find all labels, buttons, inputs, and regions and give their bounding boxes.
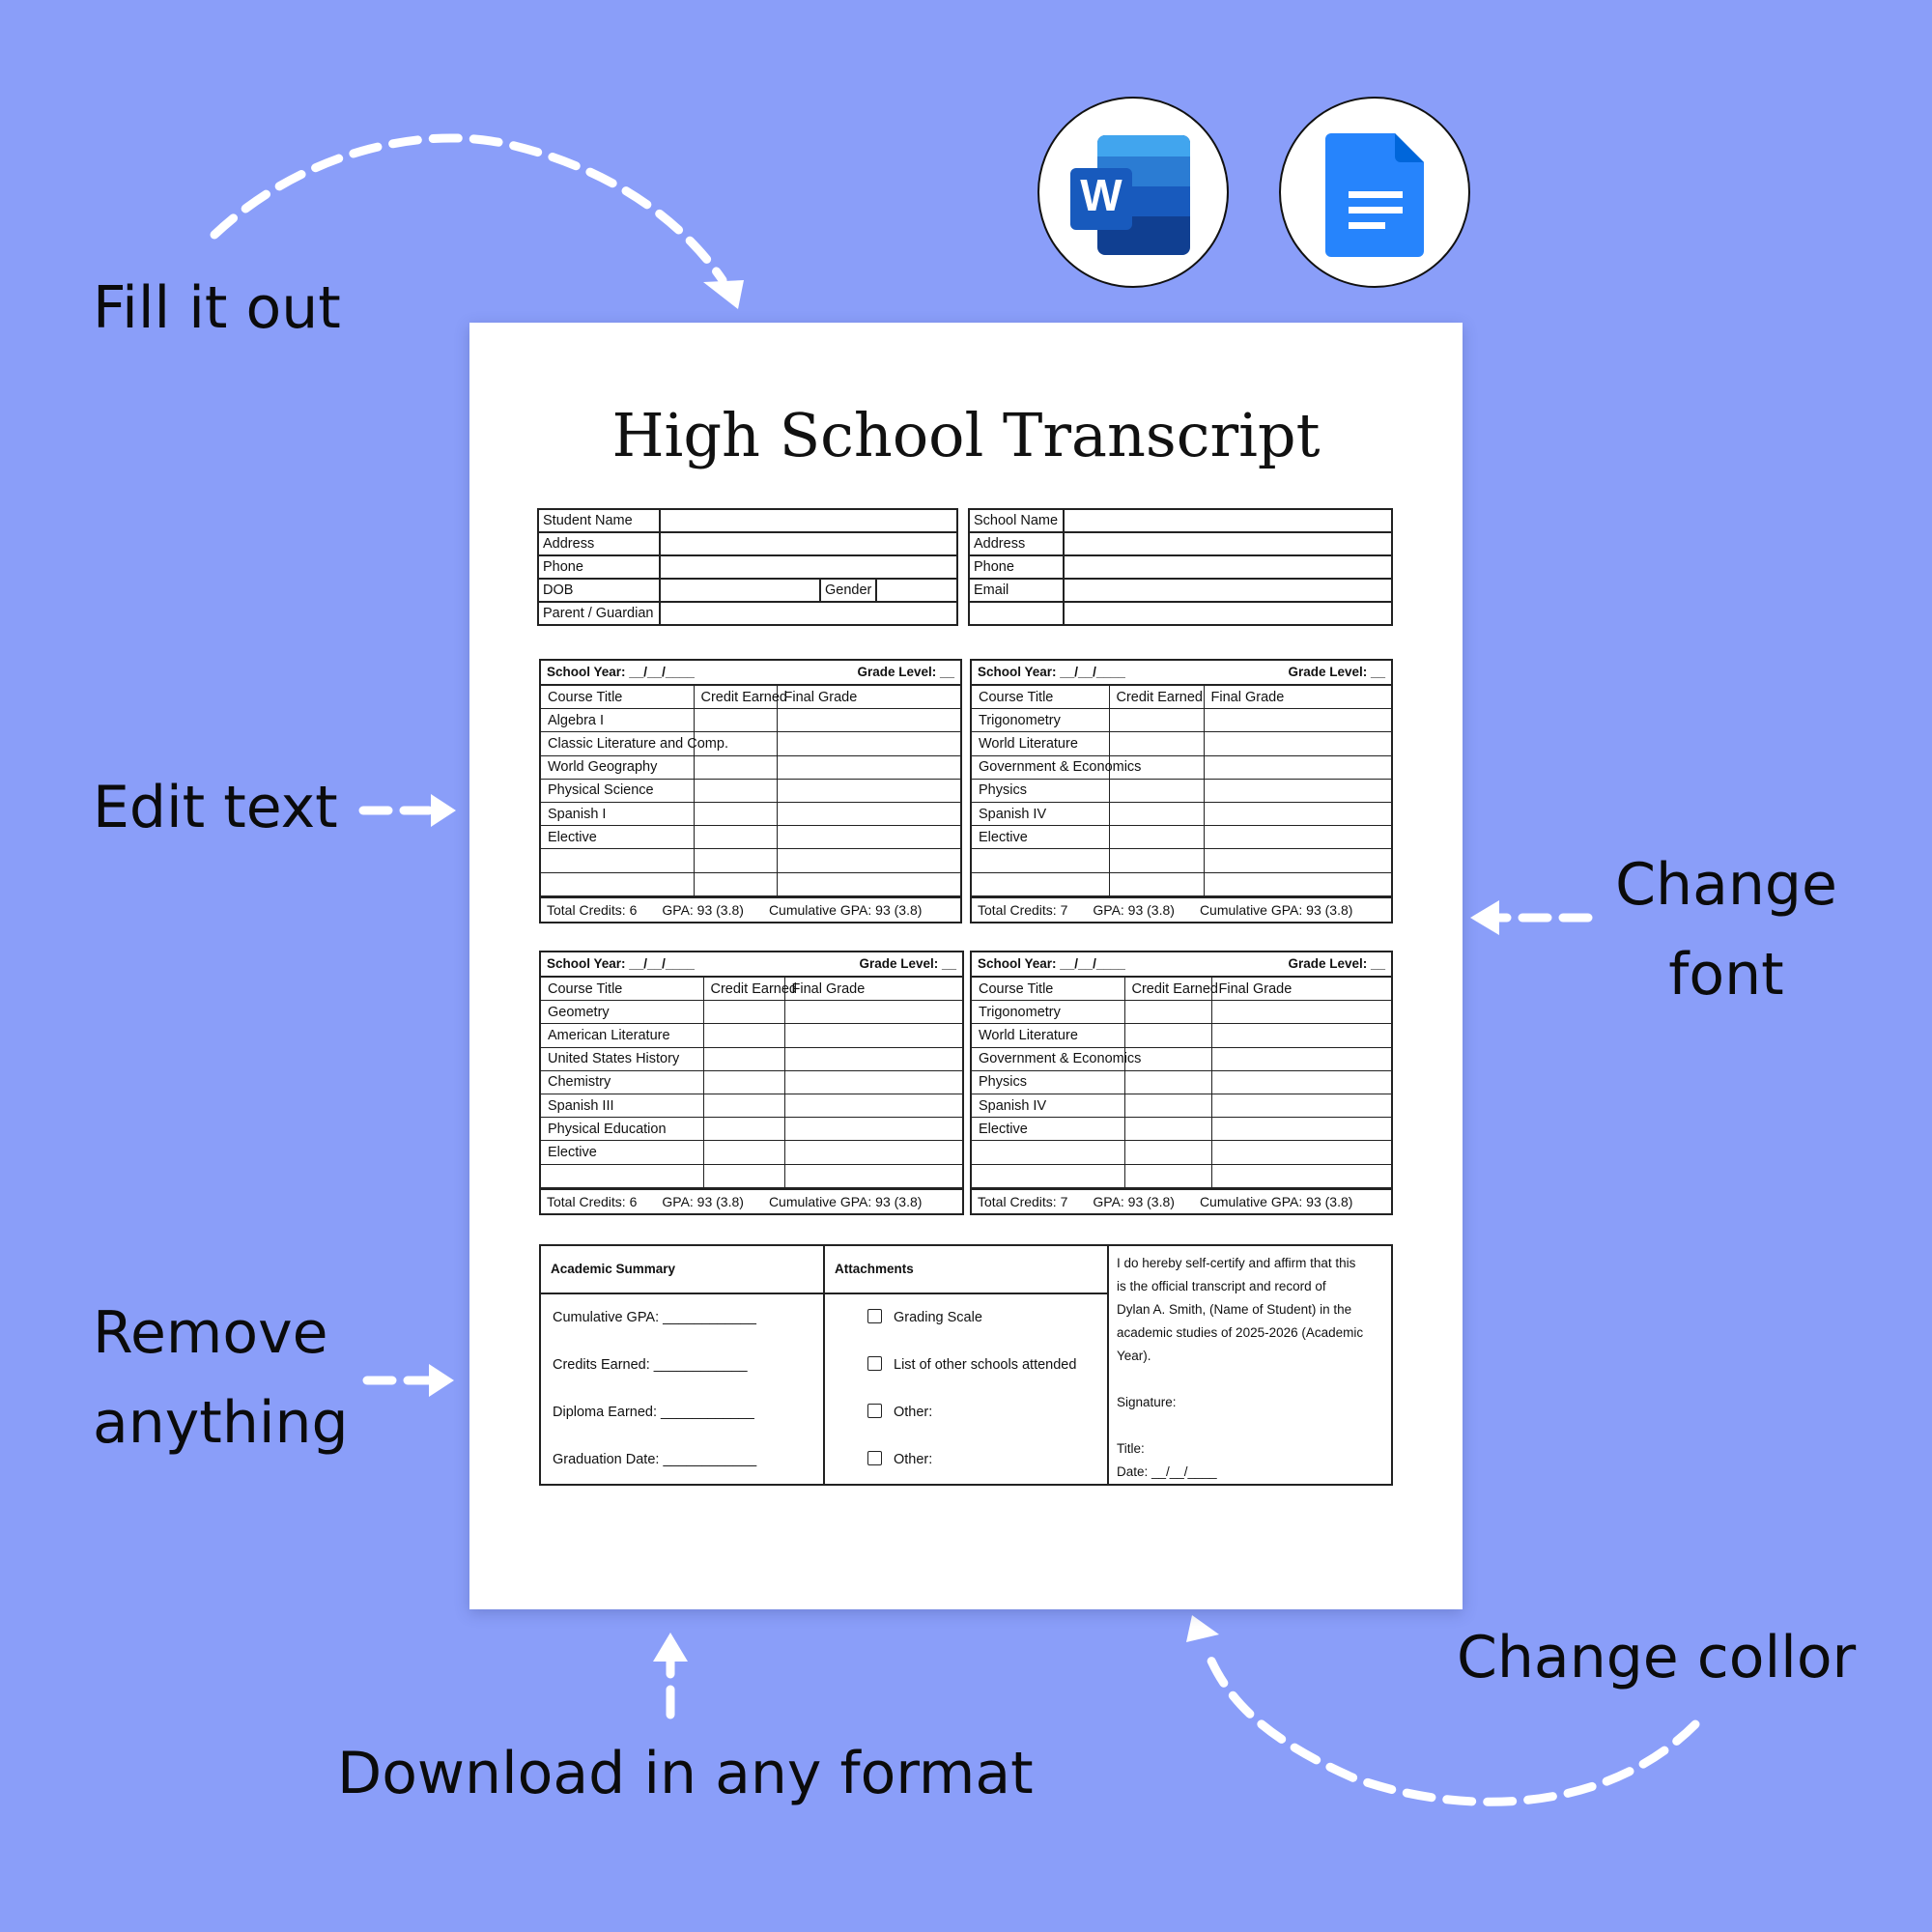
credit-earned-cell[interactable] — [1124, 1164, 1211, 1187]
document-title: High School Transcript — [611, 400, 1321, 470]
table-row — [972, 826, 1391, 849]
course-title-cell[interactable]: United States History — [541, 1047, 703, 1070]
arrow-fill — [214, 138, 723, 280]
final-grade-cell[interactable] — [784, 1164, 962, 1187]
cumulative-gpa: Cumulative GPA: 93 (3.8) — [768, 901, 923, 918]
checkbox[interactable] — [867, 1309, 882, 1323]
final-grade-cell[interactable] — [784, 1047, 962, 1070]
course-title-cell[interactable] — [541, 872, 694, 895]
column-header-row — [972, 686, 1391, 709]
table-row — [972, 1118, 1391, 1141]
credit-earned-cell[interactable] — [1124, 1070, 1211, 1094]
table-row — [541, 709, 960, 732]
final-grade-cell[interactable] — [1211, 1118, 1391, 1141]
final-grade-cell[interactable] — [1204, 779, 1391, 802]
school-extra-label — [969, 602, 1064, 625]
table-row — [972, 732, 1391, 755]
grade-level-label[interactable]: Grade Level: __ — [1288, 956, 1385, 971]
course-title-cell[interactable]: Elective — [541, 826, 694, 849]
credit-earned-cell[interactable] — [1124, 1024, 1211, 1047]
course-title-cell[interactable]: Elective — [541, 1141, 703, 1164]
final-grade-cell[interactable] — [1204, 755, 1391, 779]
year-footer — [972, 1188, 1391, 1213]
table-row — [972, 849, 1391, 872]
summary-section — [539, 1244, 1393, 1486]
course-title-cell[interactable]: Government & Economics — [972, 755, 1109, 779]
school-address-label: Address — [969, 532, 1064, 555]
final-grade-cell[interactable] — [777, 732, 960, 755]
student-info-table — [537, 508, 958, 626]
attachment-label: Grading Scale — [894, 1310, 982, 1325]
school-year-label[interactable]: School Year: __/__/____ — [978, 665, 1125, 679]
final-grade-cell[interactable] — [1211, 1164, 1391, 1187]
course-title-cell[interactable]: Trigonometry — [972, 1001, 1124, 1024]
table-row — [541, 779, 960, 802]
cumulative-gpa: Cumulative GPA: 93 (3.8) — [1199, 1193, 1353, 1209]
total-credits: Total Credits: 6 — [547, 1193, 638, 1209]
grade-level-label[interactable]: Grade Level: __ — [859, 956, 956, 971]
table-row — [541, 755, 960, 779]
table-row — [972, 872, 1391, 895]
credit-earned-cell[interactable] — [1124, 1001, 1211, 1024]
final-grade-cell[interactable] — [1204, 802, 1391, 825]
final-grade-header: Final Grade — [784, 978, 962, 1001]
table-row — [541, 849, 960, 872]
column-header-row — [972, 978, 1391, 1001]
callout-change-font — [1615, 840, 1837, 1020]
credit-earned-header: Credit Earned — [1124, 978, 1211, 1001]
credit-earned-cell[interactable] — [703, 1094, 784, 1117]
course-title-cell[interactable]: Physical Education — [541, 1118, 703, 1141]
certification-line: Dylan A. Smith, (Name of Student) in the — [1117, 1302, 1352, 1317]
table-row — [541, 1094, 962, 1117]
student-name-label: Student Name — [538, 509, 660, 532]
guardian-label: Parent / Guardian — [538, 602, 660, 625]
course-table — [972, 686, 1391, 896]
table-row — [541, 826, 960, 849]
word-letter: W — [1080, 170, 1122, 220]
course-title-cell[interactable]: Government & Economics — [972, 1047, 1124, 1070]
credit-earned-cell[interactable] — [703, 1164, 784, 1187]
student-phone-field[interactable] — [660, 555, 957, 579]
school-year-block-2 — [970, 659, 1393, 923]
course-title-cell[interactable]: Physics — [972, 779, 1109, 802]
final-grade-cell[interactable] — [777, 849, 960, 872]
gpa: GPA: 93 (3.8) — [1093, 901, 1175, 918]
year-footer — [972, 896, 1391, 922]
gender-label: Gender — [820, 579, 876, 602]
final-grade-header: Final Grade — [1211, 978, 1391, 1001]
table-row — [972, 1094, 1391, 1117]
course-title-cell[interactable]: Spanish III — [541, 1094, 703, 1117]
total-credits: Total Credits: 6 — [547, 901, 638, 918]
course-title-cell[interactable]: Spanish IV — [972, 1094, 1124, 1117]
table-row — [972, 779, 1391, 802]
gpa: GPA: 93 (3.8) — [662, 901, 744, 918]
school-year-label[interactable]: School Year: __/__/____ — [978, 956, 1125, 971]
credit-earned-cell[interactable] — [694, 709, 777, 732]
arrowhead-font — [1470, 900, 1499, 935]
callout-change-font-line2: font — [1668, 941, 1784, 1009]
school-info-table — [968, 508, 1393, 626]
final-grade-cell[interactable] — [777, 872, 960, 895]
final-grade-cell[interactable] — [1204, 849, 1391, 872]
credit-earned-header: Credit Earned — [1109, 686, 1204, 709]
callout-edit-text: Edit text — [93, 774, 338, 841]
final-grade-cell[interactable] — [1204, 826, 1391, 849]
credit-earned-header: Credit Earned — [694, 686, 777, 709]
credit-earned-cell[interactable] — [703, 1141, 784, 1164]
final-grade-cell[interactable] — [1211, 1001, 1391, 1024]
final-grade-cell[interactable] — [784, 1070, 962, 1094]
credit-earned-cell[interactable] — [1109, 826, 1204, 849]
course-title-cell[interactable] — [972, 872, 1109, 895]
cumulative-gpa-field[interactable]: Cumulative GPA: ____________ — [553, 1310, 756, 1325]
grade-level-label[interactable]: Grade Level: __ — [1288, 665, 1385, 679]
course-title-cell[interactable]: Trigonometry — [972, 709, 1109, 732]
table-row — [972, 709, 1391, 732]
final-grade-cell[interactable] — [1211, 1141, 1391, 1164]
course-title-cell[interactable] — [972, 1141, 1124, 1164]
credit-earned-cell[interactable] — [1109, 779, 1204, 802]
cumulative-gpa: Cumulative GPA: 93 (3.8) — [1199, 901, 1353, 918]
table-row — [541, 1118, 962, 1141]
school-year-label[interactable]: School Year: __/__/____ — [547, 665, 695, 679]
course-table — [541, 978, 962, 1188]
total-credits: Total Credits: 7 — [978, 901, 1068, 918]
guardian-field[interactable] — [660, 602, 957, 625]
credit-earned-cell[interactable] — [694, 779, 777, 802]
table-row — [972, 1001, 1391, 1024]
school-phone-field[interactable] — [1064, 555, 1392, 579]
credit-earned-cell[interactable] — [1109, 802, 1204, 825]
table-row — [541, 1001, 962, 1024]
credit-earned-cell[interactable] — [694, 872, 777, 895]
google-docs-icon[interactable] — [1279, 97, 1470, 288]
attachments-title: Attachments — [825, 1246, 1107, 1294]
student-address-field[interactable] — [660, 532, 957, 555]
school-year-label[interactable]: School Year: __/__/____ — [547, 956, 695, 971]
attachment-other-1[interactable] — [825, 1389, 1107, 1436]
table-row — [541, 802, 960, 825]
school-name-label: School Name — [969, 509, 1064, 532]
year-header — [541, 661, 960, 686]
credit-earned-cell[interactable] — [1109, 872, 1204, 895]
checkbox[interactable] — [867, 1451, 882, 1465]
grade-level-label[interactable]: Grade Level: __ — [857, 665, 954, 679]
credit-earned-cell[interactable] — [703, 1047, 784, 1070]
final-grade-cell[interactable] — [777, 755, 960, 779]
year-header — [541, 952, 962, 978]
course-title-cell[interactable] — [972, 1164, 1124, 1187]
callout-remove-anything — [93, 1289, 349, 1468]
table-row — [541, 1164, 962, 1187]
year-header — [972, 952, 1391, 978]
year-footer — [541, 896, 960, 922]
transcript-page[interactable] — [469, 323, 1463, 1609]
table-row — [972, 1164, 1391, 1187]
course-title-cell[interactable]: Spanish I — [541, 802, 694, 825]
course-title-cell[interactable]: Physical Science — [541, 779, 694, 802]
credit-earned-cell[interactable] — [703, 1001, 784, 1024]
attachment-other-2[interactable] — [825, 1436, 1107, 1484]
credit-earned-cell[interactable] — [694, 849, 777, 872]
final-grade-cell[interactable] — [784, 1141, 962, 1164]
credit-earned-cell[interactable] — [703, 1118, 784, 1141]
credit-earned-cell[interactable] — [703, 1070, 784, 1094]
table-row — [972, 1141, 1391, 1164]
final-grade-cell[interactable] — [1204, 732, 1391, 755]
credit-earned-cell[interactable] — [694, 802, 777, 825]
course-title-header: Course Title — [972, 686, 1109, 709]
attachment-grading-scale[interactable] — [825, 1294, 1107, 1342]
table-row — [972, 1047, 1391, 1070]
arrowhead-edit — [431, 794, 456, 827]
signature-field[interactable]: Signature: — [1117, 1395, 1177, 1409]
credit-earned-header: Credit Earned — [703, 978, 784, 1001]
callout-fill-it-out: Fill it out — [93, 274, 341, 342]
callout-remove-line2: anything — [93, 1389, 349, 1457]
course-title-cell[interactable]: Spanish IV — [972, 802, 1109, 825]
course-title-cell[interactable]: Elective — [972, 1118, 1124, 1141]
final-grade-cell[interactable] — [777, 709, 960, 732]
callout-change-color: Change collor — [1457, 1624, 1857, 1691]
credit-earned-cell[interactable] — [1109, 849, 1204, 872]
callout-remove-line1: Remove — [93, 1299, 328, 1367]
school-year-block-1 — [539, 659, 962, 923]
arrowhead-remove — [429, 1364, 454, 1397]
school-extra-field[interactable] — [1064, 602, 1392, 625]
table-row — [541, 1024, 962, 1047]
certification-line: Year). — [1117, 1349, 1151, 1363]
school-phone-label: Phone — [969, 555, 1064, 579]
table-row — [541, 1047, 962, 1070]
student-address-label: Address — [538, 532, 660, 555]
final-grade-cell[interactable] — [777, 826, 960, 849]
academic-summary-title: Academic Summary — [541, 1246, 823, 1294]
arrowhead-download — [653, 1633, 688, 1662]
checkbox[interactable] — [867, 1356, 882, 1371]
table-row — [972, 1070, 1391, 1094]
credit-earned-cell[interactable] — [1124, 1094, 1211, 1117]
school-year-block-3 — [539, 951, 964, 1215]
course-title-cell[interactable]: Chemistry — [541, 1070, 703, 1094]
credit-earned-cell[interactable] — [1109, 732, 1204, 755]
final-grade-cell[interactable] — [1211, 1024, 1391, 1047]
course-title-cell[interactable] — [541, 849, 694, 872]
year-header — [972, 661, 1391, 686]
course-title-cell[interactable]: American Literature — [541, 1024, 703, 1047]
attachments — [825, 1246, 1109, 1484]
school-year-block-4 — [970, 951, 1393, 1215]
course-title-cell[interactable]: World Literature — [972, 732, 1109, 755]
credit-earned-cell[interactable] — [703, 1024, 784, 1047]
table-row — [541, 1070, 962, 1094]
checkbox[interactable] — [867, 1404, 882, 1418]
credit-earned-cell[interactable] — [1124, 1141, 1211, 1164]
cumulative-gpa: Cumulative GPA: 93 (3.8) — [768, 1193, 923, 1209]
table-row — [972, 802, 1391, 825]
graduation-date-field[interactable]: Graduation Date: ____________ — [553, 1452, 757, 1467]
credits-earned-field[interactable]: Credits Earned: ____________ — [553, 1357, 748, 1373]
course-table — [972, 978, 1391, 1188]
final-grade-header: Final Grade — [777, 686, 960, 709]
course-title-header: Course Title — [541, 978, 703, 1001]
table-row — [541, 732, 960, 755]
dob-label: DOB — [538, 579, 660, 602]
certification-line: is the official transcript and record of — [1117, 1279, 1326, 1293]
course-title-cell[interactable] — [972, 849, 1109, 872]
student-phone-label: Phone — [538, 555, 660, 579]
final-grade-cell[interactable] — [1204, 872, 1391, 895]
course-title-cell[interactable]: Physics — [972, 1070, 1124, 1094]
course-title-cell[interactable] — [541, 1164, 703, 1187]
table-row — [541, 872, 960, 895]
course-title-cell[interactable]: Elective — [972, 826, 1109, 849]
final-grade-cell[interactable] — [784, 1118, 962, 1141]
student-name-field[interactable] — [660, 509, 957, 532]
final-grade-cell[interactable] — [1211, 1094, 1391, 1117]
table-row — [541, 1141, 962, 1164]
course-title-header: Course Title — [972, 978, 1124, 1001]
academic-summary — [541, 1246, 825, 1484]
final-grade-cell[interactable] — [777, 779, 960, 802]
arrowhead-color — [1186, 1615, 1219, 1642]
attachment-label: List of other schools attended — [894, 1357, 1077, 1373]
credit-earned-cell[interactable] — [694, 826, 777, 849]
attachment-other-schools[interactable] — [825, 1342, 1107, 1389]
callout-change-font-line1: Change — [1615, 851, 1837, 919]
course-title-cell[interactable]: Geometry — [541, 1001, 703, 1024]
certification — [1109, 1246, 1391, 1484]
gpa: GPA: 93 (3.8) — [662, 1193, 744, 1209]
credit-earned-cell[interactable] — [1109, 709, 1204, 732]
certification-line: academic studies of 2025-2026 (Academic — [1117, 1325, 1364, 1340]
course-title-cell[interactable]: Classic Literature and Comp. — [541, 732, 694, 755]
final-grade-cell[interactable] — [1211, 1047, 1391, 1070]
final-grade-cell[interactable] — [1204, 709, 1391, 732]
table-row — [972, 755, 1391, 779]
year-footer — [541, 1188, 962, 1213]
dob-field[interactable] — [660, 579, 820, 602]
column-header-row — [541, 978, 962, 1001]
gpa: GPA: 93 (3.8) — [1093, 1193, 1175, 1209]
arrowhead-fill — [703, 280, 744, 309]
attachment-label: Other: — [894, 1405, 933, 1420]
total-credits: Total Credits: 7 — [978, 1193, 1068, 1209]
final-grade-cell[interactable] — [784, 1024, 962, 1047]
attachment-label: Other: — [894, 1452, 933, 1467]
certification-line: I do hereby self-certify and affirm that this — [1117, 1256, 1356, 1270]
title-field[interactable]: Title: — [1117, 1441, 1145, 1456]
course-title-cell[interactable]: World Geography — [541, 755, 694, 779]
final-grade-header: Final Grade — [1204, 686, 1391, 709]
course-title-header: Course Title — [541, 686, 694, 709]
school-address-field[interactable] — [1064, 532, 1392, 555]
course-title-cell[interactable]: Algebra I — [541, 709, 694, 732]
final-grade-cell[interactable] — [777, 802, 960, 825]
final-grade-cell[interactable] — [784, 1094, 962, 1117]
microsoft-word-icon[interactable] — [1037, 97, 1229, 288]
course-table — [541, 686, 960, 896]
final-grade-cell[interactable] — [784, 1001, 962, 1024]
credit-earned-cell[interactable] — [694, 755, 777, 779]
credit-earned-cell[interactable] — [1124, 1118, 1211, 1141]
callout-download: Download in any format — [337, 1740, 1034, 1807]
school-name-field[interactable] — [1064, 509, 1392, 532]
diploma-earned-field[interactable]: Diploma Earned: ____________ — [553, 1405, 754, 1420]
date-field[interactable]: Date: __/__/____ — [1117, 1464, 1217, 1479]
school-email-field[interactable] — [1064, 579, 1392, 602]
school-email-label: Email — [969, 579, 1064, 602]
gender-field[interactable] — [876, 579, 957, 602]
column-header-row — [541, 686, 960, 709]
final-grade-cell[interactable] — [1211, 1070, 1391, 1094]
course-title-cell[interactable]: World Literature — [972, 1024, 1124, 1047]
table-row — [972, 1024, 1391, 1047]
